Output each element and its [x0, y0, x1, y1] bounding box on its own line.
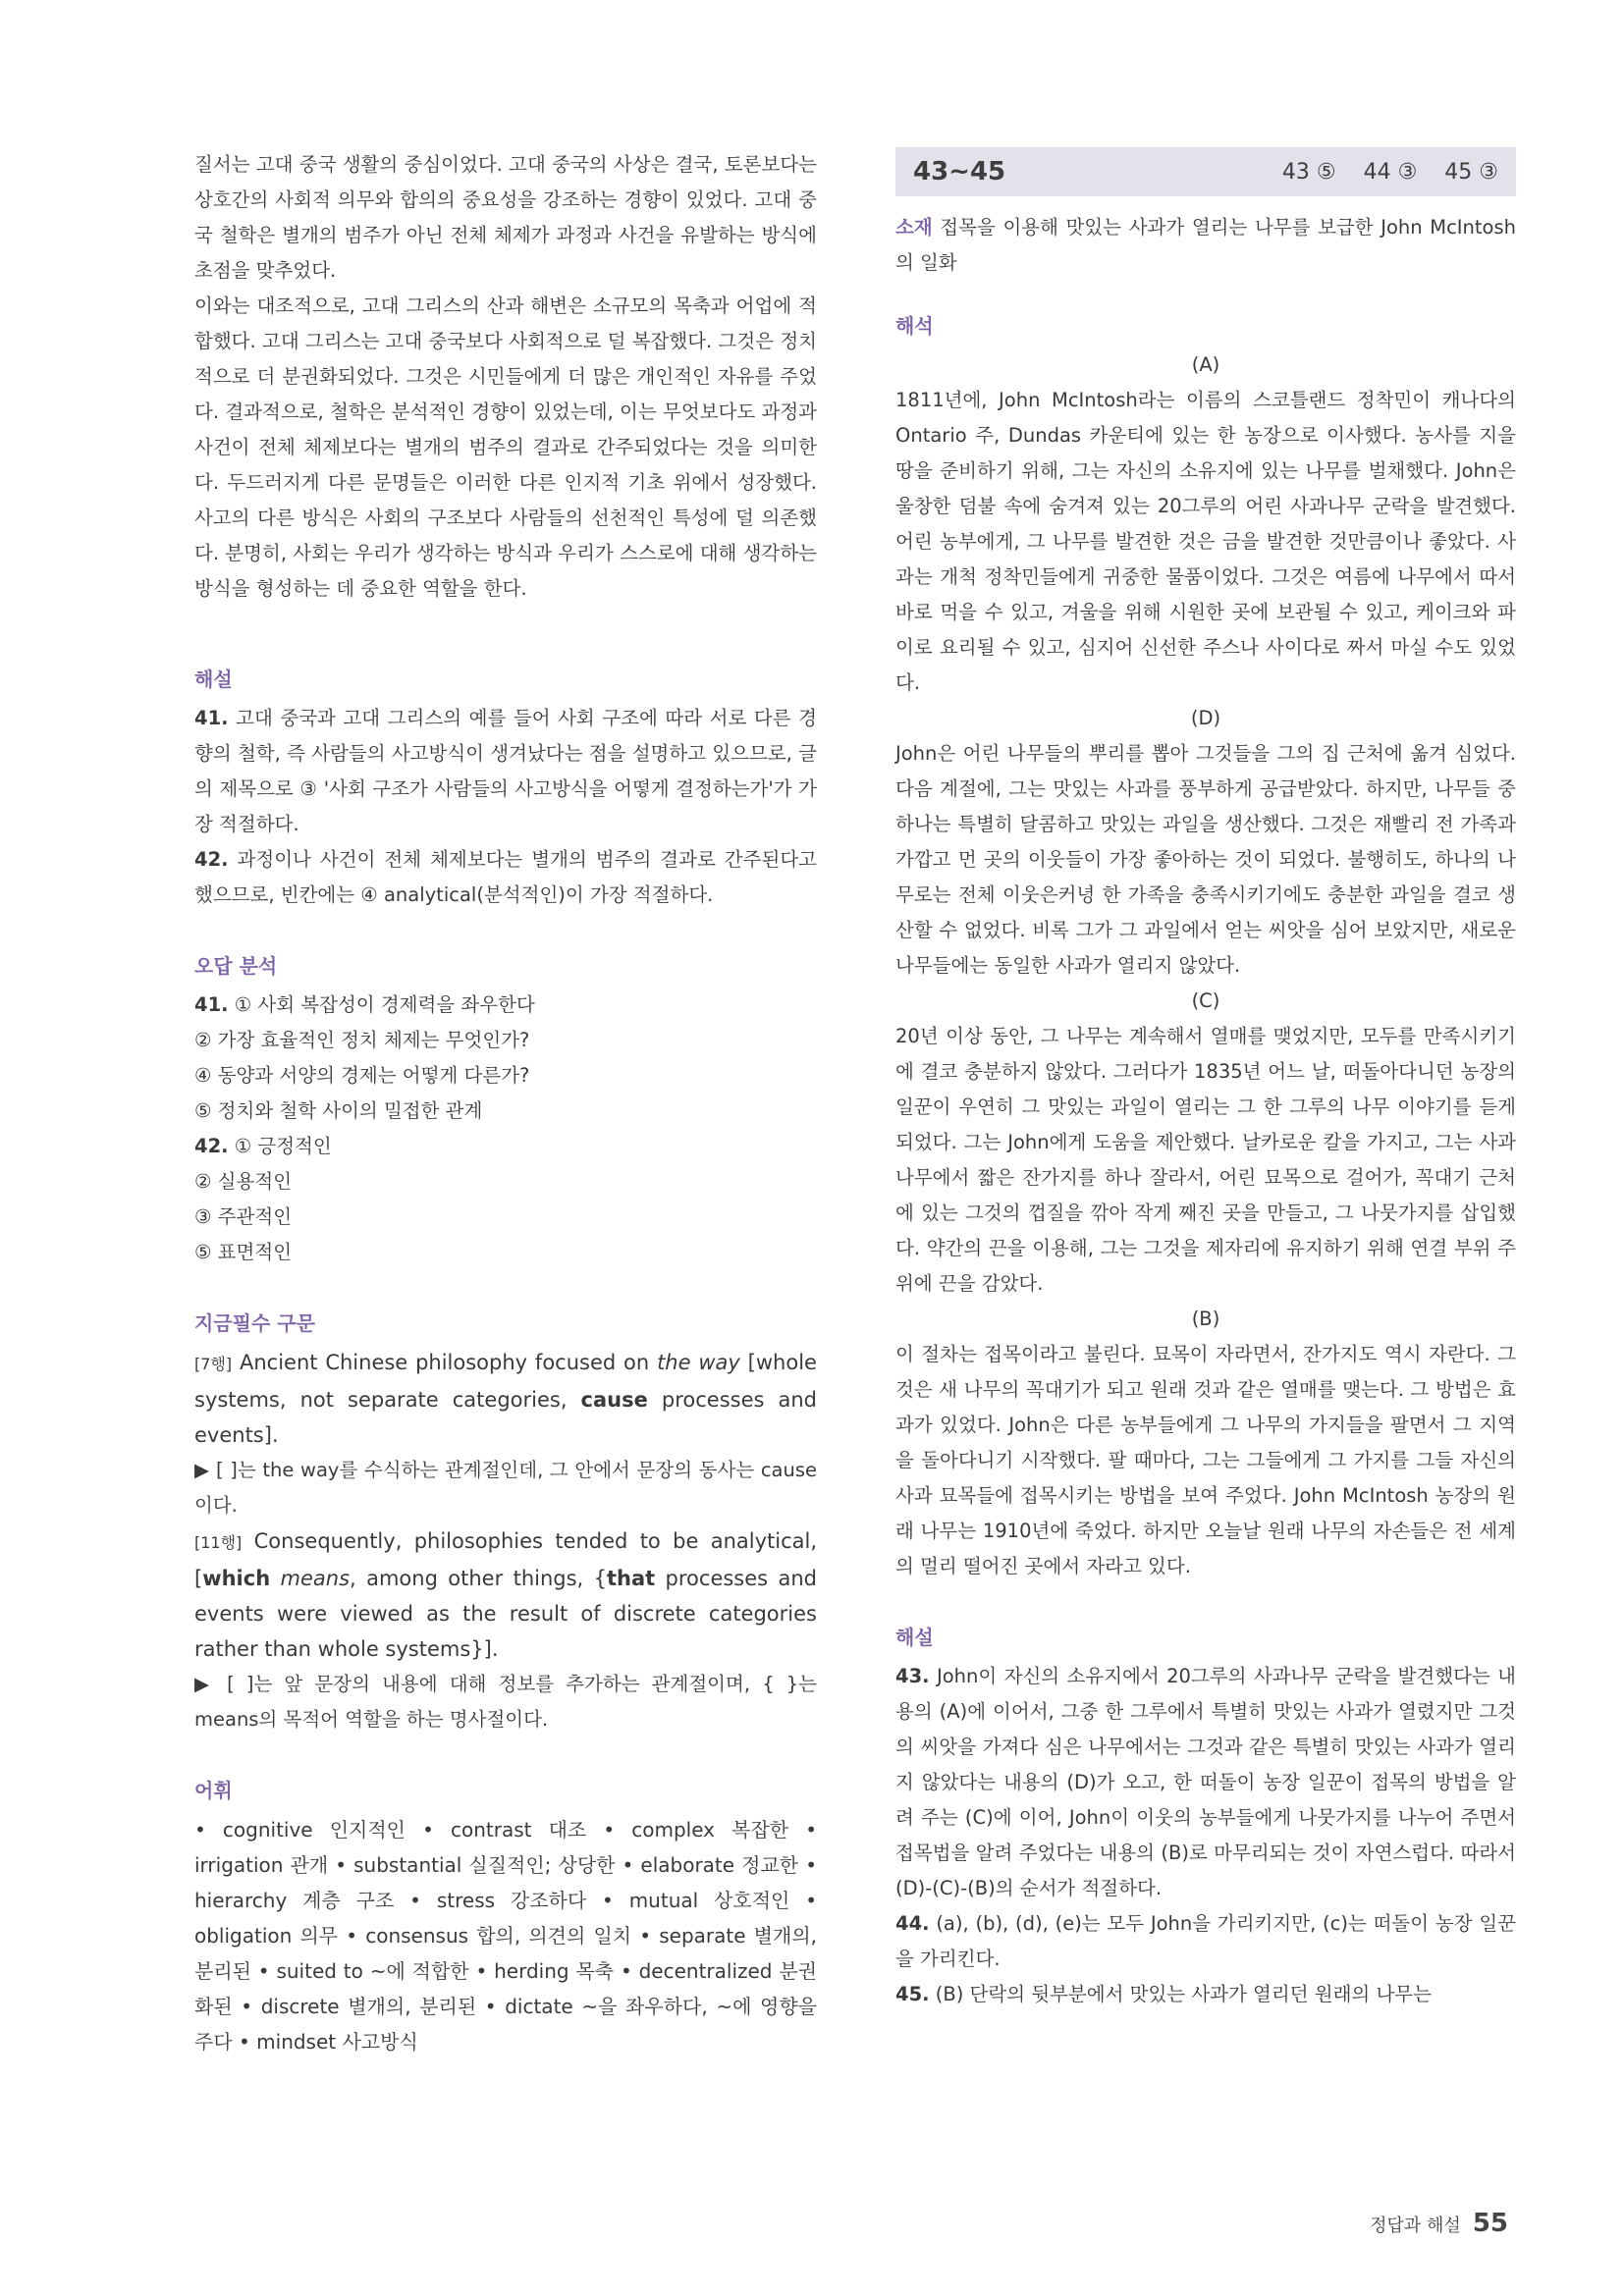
gumun-2-part-d: means [280, 1567, 351, 1590]
paragraph-A-label: (A) [1191, 353, 1220, 376]
haeseol-heading: 해설 [194, 667, 233, 691]
left-column [194, 147, 817, 2059]
page-footer [1370, 2209, 1508, 2238]
paragraph-A: 1811년에, John McIntosh라는 이름의 스코틀랜드 정착민이 캐나다의 Ontario 주, Dundas 카운티에 있는 한 농장으로 이사했다. 농사를 지을 땅을 준비하기 위해, 그는 자신의 소유지에 있는 나무를 벌채했다. John은 울창한 덤불 속에 숨겨져 있는 20그루의 어린 사과나무 군락을 발견했다. 어린 농부에게, 그 나무를 발견한 것은 금을 발견한 것만큼이나 좋았다. 사과는 개척 정착민들에게 귀중한 물품이었다. 그것은 여름에 나무에서 따서 바로 먹을 수 있고, 겨울을 위해 시원한 곳에 보관될 수 있고, 케이크와 파이로 요리될 수 있고, 심지어 신선한 주스나 사이다로 짜서 마실 수도 있었다. [895, 389, 1516, 694]
question-header-bar [895, 147, 1516, 196]
gumun-sentence-1 [194, 1345, 817, 1453]
right-column [895, 147, 1516, 2012]
paragraph-D: John은 어린 나무들의 뿌리를 뽑아 그것들을 그의 집 근처에 옮겨 심었다. 다음 계절에, 그는 맛있는 사과를 풍부하게 공급받았다. 하지만, 나무들 중 하나는 특별히 달콤하고 맛있는 과일을 생산했다. 그것은 재빨리 전 가족과 가깝고 먼 곳의 이웃들이 가장 좋아하는 것이 되었다. 불행히도, 하나의 나무로는 전체 이웃은커녕 한 가족을 충족시키기에도 충분한 과일을 결코 생산할 수 없었다. 비록 그가 그 과일에서 얻는 씨앗을 심어 보았지만, 새로운 나무들에는 동일한 사과가 열리지 않았다. [895, 742, 1516, 977]
q42-number: 42. [194, 848, 229, 871]
haeseok-heading: 해석 [895, 314, 934, 338]
explanation-42-text: 과정이나 사건이 전체 체제보다는 별개의 범주의 결과로 간주된다고 했으므로, 빈칸에는 ④ analytical(분석적인)이 가장 적절하다. [194, 848, 817, 906]
gumun-1-note: ▶ [ ]는 the way를 수식하는 관계절인데, 그 안에서 문장의 동사는 cause이다. [194, 1459, 817, 1517]
odap-41-line-2: ② 가장 효율적인 정치 체제는 무엇인가? [194, 1029, 530, 1051]
translation-paragraph-1: 질서는 고대 중국 생활의 중심이었다. 고대 중국의 사상은 결국, 토론보다는 상호간의 사회적 의무와 합의의 중요성을 강조하는 경향이 있었다. 고대 중국 철학은 별개의 범주가 아닌 전체 체제가 과정과 사건을 유발하는 방식에 초점을 맞추었다. [194, 153, 817, 282]
sojae-label: 소재 [895, 216, 933, 239]
page-number: 55 [1472, 2209, 1508, 2238]
gumun-sentence-2 [194, 1523, 817, 1667]
gumun-heading: 지금필수 구문 [194, 1311, 315, 1335]
gumun-1-part-c: [whole systems, not separate categories, [194, 1351, 817, 1412]
translation-paragraph-2: 이와는 대조적으로, 고대 그리스의 산과 해변은 소규모의 목축과 어업에 적합했다. 고대 그리스는 고대 중국보다 사회적으로 덜 복잡했다. 그것은 정치적으로 더 분권화되었다. 그것은 시민들에게 더 많은 개인적인 자유를 주었다. 결과적으로, 철학은 분석적인 경향이 있었는데, 이는 무엇보다도 과정과 사건이 전체 체제보다는 별개의 범주의 결과로 간주되었다는 것을 의미한다. 두드러지게 다른 문명들은 이러한 다른 인지적 기초 위에서 성장했다. 사고의 다른 방식은 사회의 구조보다 사람들의 선천적인 특성에 덜 의존했다. 분명히, 사회는 우리가 생각하는 방식과 우리가 스스로에 대해 생각하는 방식을 형성하는 데 중요한 역할을 한다. [194, 294, 817, 600]
odap-heading: 오답 분석 [194, 954, 278, 978]
odap-41-line-1 [194, 988, 817, 1023]
odap-42-line-2: ② 실용적인 [194, 1170, 293, 1193]
q44-number: 44. [895, 1912, 930, 1935]
odap-41-item: ① 사회 복잡성이 경제력을 좌우한다 [228, 993, 535, 1016]
paragraph-C-label: (C) [1191, 989, 1220, 1012]
gumun-1-part-d: cause [580, 1388, 648, 1412]
vocab-heading: 어휘 [194, 1779, 233, 1802]
vocab-list: • cognitive 인지적인 • contrast 대조 • complex 복잡한 • irrigation 관개 • substantial 실질적인; 상당한 • elaborate 정교한 • hierarchy 계층 구조 • stress 강조하다 • mutual 상호적인 • obligation 의무 • consensus 합의, 의견의 일치 • separate 별개의, 분리된 • suited to ~에 적합한 • herding 목축 • decentralized 분권화된 • discrete 별개의, 분리된 • dictate ~을 좌우하다, ~에 영향을 주다 • mindset 사고방식 [194, 1818, 817, 2054]
gumun-2-part-e: , among other things, { [350, 1567, 607, 1590]
q45-number: 45. [895, 1983, 930, 2005]
gumun-1-part-b: the way [657, 1351, 740, 1374]
q43-number: 43. [895, 1665, 930, 1687]
gumun-2-part-a: Consequently, philosophies tended to be analytical, [ [194, 1529, 817, 1590]
odap-41-number: 41. [194, 993, 229, 1016]
odap-42-line-4: ⑤ 표면적인 [194, 1241, 293, 1263]
gumun-2-part-g: processes and events were viewed as the result of discrete categories rather than whole systems}]. [194, 1567, 817, 1661]
paragraph-B-label: (B) [1191, 1308, 1220, 1330]
explanation-42 [194, 842, 817, 913]
odap-42-line-3: ③ 주관적인 [194, 1205, 293, 1228]
odap-42-number: 42. [194, 1135, 229, 1157]
gumun-2-line-ref: [11행] [194, 1533, 243, 1552]
gumun-2-part-f: that [606, 1567, 656, 1590]
sojae-line [895, 210, 1516, 281]
right-haeseol-heading: 해설 [895, 1626, 934, 1649]
gumun-2-part-c [270, 1567, 280, 1590]
sojae-text: 접목을 이용해 맛있는 사과가 열리는 나무를 보급한 John McIntosh의 일화 [895, 216, 1516, 274]
explanation-43-text: John이 자신의 소유지에서 20그루의 사과나무 군락을 발견했다는 내용의 (A)에 이어서, 그중 한 그루에서 특별히 맛있는 사과가 열렸지만 그것의 씨앗을 가져다 심은 나무에서는 그것과 같은 특별히 맛있는 사과가 열리지 않았다는 내용의 (D)가 오고, 한 떠돌이 농장 일꾼이 접목의 방법을 알려 주는 (C)에 이어, John이 이웃의 농부들에게 나뭇가지를 나누어 주면서 접목법을 알려 주었다는 내용의 (B)로 마무리되는 것이 자연스럽다. 따라서 (D)-(C)-(B)의 순서가 적절하다. [895, 1665, 1516, 1899]
gumun-2-part-b: which [202, 1567, 271, 1590]
answer-44: 44 ③ [1363, 159, 1418, 185]
gumun-1-part-a: Ancient Chinese philosophy focused on [232, 1351, 658, 1374]
explanation-43 [895, 1659, 1516, 1906]
explanation-45-text: (B) 단락의 뒷부분에서 맛있는 사과가 열리던 원래의 나무는 [929, 1983, 1432, 2005]
odap-41-line-4: ⑤ 정치와 철학 사이의 밀접한 관계 [194, 1099, 483, 1122]
odap-41-line-3: ④ 동양과 서양의 경제는 어떻게 다른가? [194, 1064, 530, 1087]
q41-number: 41. [194, 707, 229, 729]
explanation-41-text: 고대 중국과 고대 그리스의 예를 들어 사회 구조에 따라 서로 다른 경향의 철학, 즉 사람들의 사고방식이 생겨났다는 점을 설명하고 있으므로, 글의 제목으로 ③ '사회 구조가 사람들의 사고방식을 어떻게 결정하는가'가 가장 적절하다. [194, 707, 817, 835]
gumun-2-note: ▶ [ ]는 앞 문장의 내용에 대해 정보를 추가하는 관계절이며, { }는 means의 목적어 역할을 하는 명사절이다. [194, 1673, 817, 1731]
explanation-45 [895, 1977, 1516, 2012]
paragraph-D-label: (D) [1190, 707, 1221, 729]
paragraph-C: 20년 이상 동안, 그 나무는 계속해서 열매를 맺었지만, 모두를 만족시키기에 결코 충분하지 않았다. 그러다가 1835년 어느 날, 떠돌아다니던 농장의 일꾼이 우연히 그 맛있는 과일이 열리는 그 한 그루의 나무 이야기를 듣게 되었다. 그는 John에게 도움을 제안했다. 날카로운 칼을 가지고, 그는 사과나무에서 짧은 잔가지를 하나 잘라서, 어린 묘목으로 걸어가, 꼭대기 근처에 있는 그것의 껍질을 깎아 작게 째진 곳을 만들고, 그 나뭇가지를 삽입했다. 약간의 끈을 이용해, 그는 그것을 제자리에 유지하기 위해 연결 부위 주위에 끈을 감았다. [895, 1025, 1516, 1295]
explanation-44 [895, 1906, 1516, 1977]
paragraph-B: 이 절차는 접목이라고 불린다. 묘목이 자라면서, 잔가지도 역시 자란다. 그것은 새 나무의 꼭대기가 되고 원래 것과 같은 열매를 맺는다. 그 방법은 효과가 있었다. John은 다른 농부들에게 그 나무의 가지들을 팔면서 그 지역을 돌아다니기 시작했다. 팔 때마다, 그는 그들에게 그 가지를 그들 자신의 사과 묘목들에 접목시키는 방법을 보여 주었다. John McIntosh 농장의 원래 나무는 1910년에 죽었다. 하지만 오늘날 원래 나무의 자손들은 전 세계의 멀리 떨어진 곳에서 자라고 있다. [895, 1343, 1516, 1577]
answer-key [1282, 160, 1498, 185]
footer-label: 정답과 해설 [1370, 2216, 1461, 2236]
gumun-1-line-ref: [7행] [194, 1355, 233, 1373]
explanation-44-text: (a), (b), (d), (e)는 모두 John을 가리키지만, (c)는 떠돌이 농장 일꾼을 가리킨다. [895, 1912, 1516, 1970]
odap-42-item: ① 긍정적인 [228, 1135, 332, 1157]
explanation-41 [194, 701, 817, 842]
gumun-1-part-e: processes and events]. [194, 1388, 817, 1447]
question-range-title: 43~45 [913, 157, 1006, 187]
answer-45: 45 ③ [1444, 159, 1498, 185]
odap-42-line-1 [194, 1129, 817, 1164]
answer-43: 43 ⑤ [1281, 159, 1336, 185]
